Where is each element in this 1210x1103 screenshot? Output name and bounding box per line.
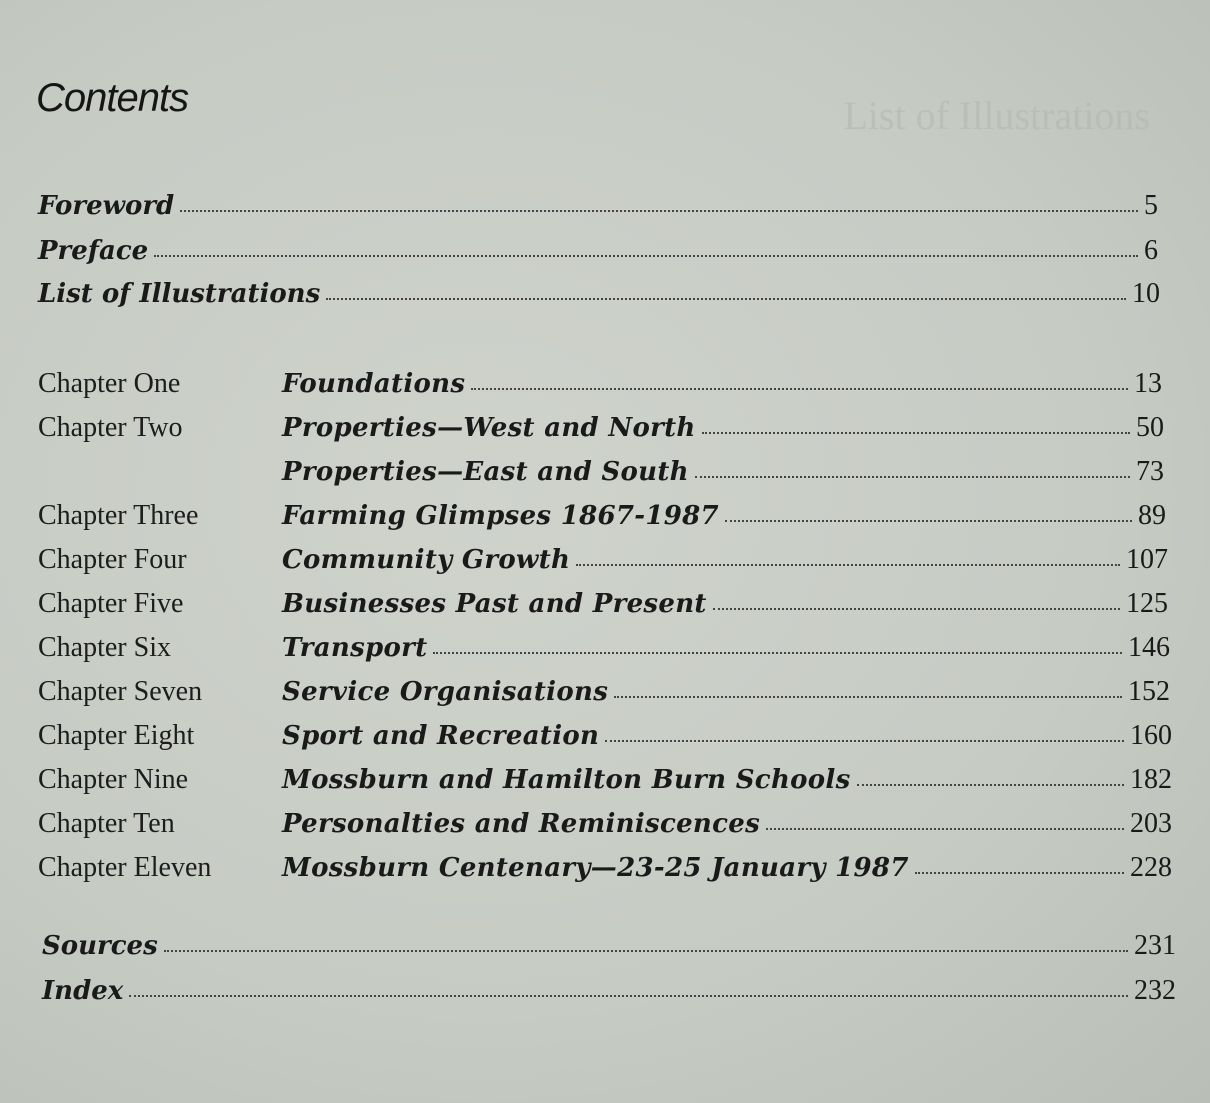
page-number: 6 <box>1144 235 1158 266</box>
chapter-title: Community Growth <box>282 545 571 575</box>
leader-dots <box>695 476 1130 478</box>
chapter-number: Chapter Eight <box>38 720 195 751</box>
leader-dots <box>605 740 1124 742</box>
leader-dots <box>164 950 1128 952</box>
toc-chapter-5[interactable] <box>38 588 1168 620</box>
chapter-title: Properties—West and North <box>282 413 696 443</box>
leader-dots <box>713 608 1120 610</box>
entry-label: Foreword <box>38 191 175 221</box>
leader-dots <box>857 784 1124 786</box>
toc-chapter-9[interactable] <box>38 764 1172 796</box>
chapter-number: Chapter Ten <box>38 808 175 839</box>
toc-chapter-2[interactable] <box>38 412 1164 444</box>
toc-chapter-2b[interactable] <box>38 456 1164 488</box>
leader-dots <box>725 520 1132 522</box>
page-number: 232 <box>1134 975 1176 1006</box>
chapter-number: Chapter Eleven <box>38 852 212 883</box>
entry-label: Sources <box>42 931 158 961</box>
page-title: Contents <box>36 76 189 120</box>
page-number: 146 <box>1128 632 1170 663</box>
chapter-title: Sport and Recreation <box>282 721 600 751</box>
page-number: 228 <box>1130 852 1172 883</box>
page-number: 107 <box>1126 544 1168 575</box>
chapter-number: Chapter Three <box>38 500 199 531</box>
chapter-title: Transport <box>282 633 428 663</box>
toc-chapter-1[interactable] <box>38 368 1162 400</box>
chapter-title: Businesses Past and Present <box>282 589 707 619</box>
toc-chapter-4[interactable] <box>38 544 1168 576</box>
chapter-title: Farming Glimpses 1867-1987 <box>282 501 719 531</box>
toc-entry-list-of-illustrations[interactable] <box>38 278 1160 310</box>
chapter-number: Chapter Nine <box>38 764 189 795</box>
ghost-heading: List of Illustrations <box>843 93 1150 138</box>
entry-label: Preface <box>38 236 149 266</box>
toc-chapter-10[interactable] <box>38 808 1172 840</box>
page-number: 10 <box>1132 278 1160 309</box>
leader-dots <box>766 828 1124 830</box>
toc-chapter-7[interactable] <box>38 676 1170 708</box>
chapter-title: Mossburn and Hamilton Burn Schools <box>282 765 851 795</box>
leader-dots <box>326 298 1126 300</box>
toc-chapter-11[interactable] <box>38 852 1172 884</box>
entry-label: Index <box>42 976 124 1006</box>
page-number: 203 <box>1130 808 1172 839</box>
page-number: 231 <box>1134 930 1176 961</box>
leader-dots <box>915 872 1124 874</box>
page-number: 89 <box>1138 500 1166 531</box>
chapter-number: Chapter Five <box>38 588 184 619</box>
chapter-title: Service Organisations <box>282 677 609 707</box>
chapter-number: Chapter Seven <box>38 676 203 707</box>
chapter-number: Chapter Six <box>38 632 171 663</box>
page-number: 73 <box>1136 456 1164 487</box>
chapter-number: Chapter Two <box>38 412 183 443</box>
toc-chapter-8[interactable] <box>38 720 1172 752</box>
toc-entry-preface[interactable] <box>38 235 1158 267</box>
chapter-number: Chapter One <box>38 368 181 399</box>
leader-dots <box>576 564 1120 566</box>
leader-dots <box>702 432 1130 434</box>
chapter-title: Personalties and Reminiscences <box>282 809 761 839</box>
chapter-title: Properties—East and South <box>282 457 689 487</box>
page-number: 182 <box>1130 764 1172 795</box>
page-number: 13 <box>1134 368 1162 399</box>
toc-chapter-6[interactable] <box>38 632 1170 664</box>
page-number: 50 <box>1136 412 1164 443</box>
leader-dots <box>614 696 1122 698</box>
leader-dots <box>129 995 1128 997</box>
entry-label: List of Illustrations <box>38 279 321 309</box>
chapter-number: Chapter Four <box>38 544 187 575</box>
leader-dots <box>471 388 1128 390</box>
toc-chapter-3[interactable] <box>38 500 1166 532</box>
toc-entry-foreword[interactable] <box>38 190 1158 222</box>
chapter-title: Foundations <box>282 369 466 399</box>
leader-dots <box>154 255 1138 257</box>
page-number: 160 <box>1130 720 1172 751</box>
leader-dots <box>433 652 1122 654</box>
leader-dots <box>180 210 1138 212</box>
toc-entry-index[interactable] <box>42 975 1176 1007</box>
chapter-title: Mossburn Centenary—23-25 January 1987 <box>282 853 909 883</box>
page-number: 5 <box>1144 190 1158 221</box>
toc-entry-sources[interactable] <box>42 930 1176 962</box>
page-number: 152 <box>1128 676 1170 707</box>
page-number: 125 <box>1126 588 1168 619</box>
